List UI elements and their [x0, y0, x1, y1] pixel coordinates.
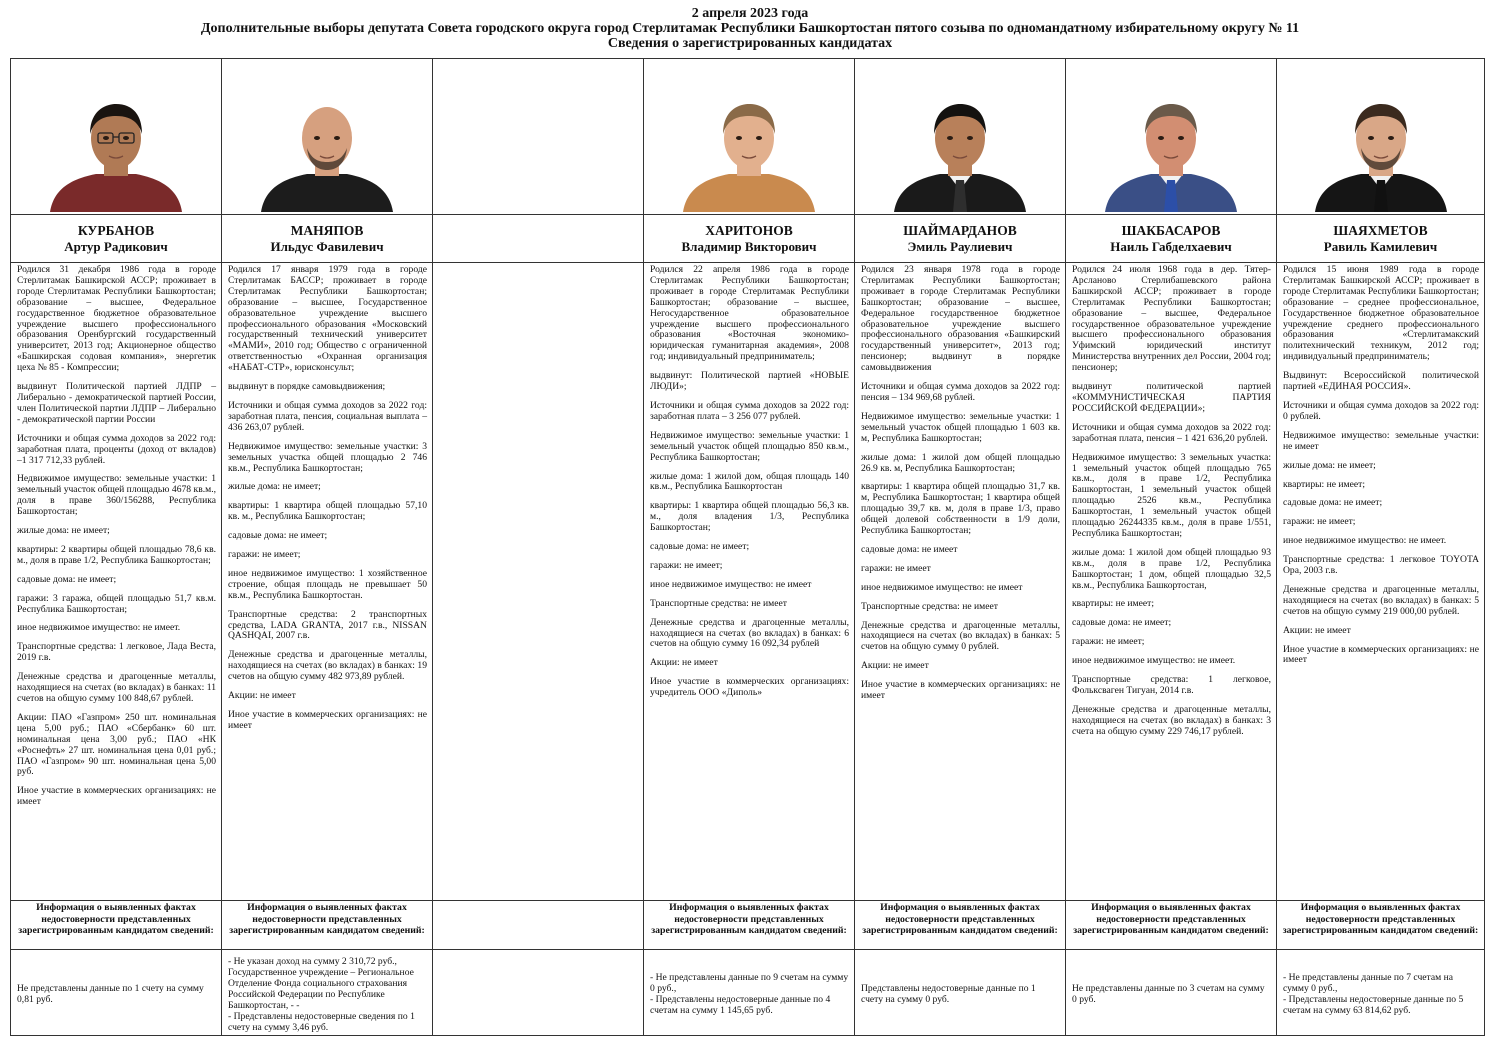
facts-row — [11, 950, 1485, 1036]
bio-paragraph: жилые дома: не имеет; — [228, 481, 321, 493]
bio-paragraph: садовые дома: не имеет; — [1072, 617, 1172, 629]
bio-paragraph: Родился 15 июня 1989 года в городе Стерлитамак Башкирской АССР; проживает в городе Стерлитамак Республики Башкортостан; образование – среднее профессиональное, Государственное бюджетное образовательное учреждение среднего профессионального образования «Стерлитамакский политехнический техникум, 2012 год; индивидуальный предприниматель; — [1283, 264, 1479, 363]
bio-paragraph: гаражи: 3 гаража, общей площадью 51,7 кв.м. Республика Башкортостан; — [17, 592, 216, 615]
candidate-photo-cell — [1066, 59, 1277, 215]
fact-line: Не представлены данные по 3 счетам на сумму 0 руб. — [1072, 983, 1265, 1005]
bio-paragraph: гаражи: не имеет; — [1072, 636, 1145, 648]
candidate-first-names: Артур Радикович — [64, 238, 168, 254]
bio-paragraph: жилые дома: не имеет; — [17, 525, 110, 537]
candidate-first-names: Владимир Викторович — [681, 238, 817, 254]
candidate-bio — [222, 263, 433, 901]
bio-paragraph: Недвижимое имущество: земельные участки: 1 земельный участок общей площадью 4678 кв.м., доля в праве 360/156288, Республика Башкортостан; — [17, 473, 216, 518]
bio-paragraph: иное недвижимое имущество: не имеет — [650, 578, 812, 590]
photo-row — [11, 59, 1485, 215]
facts-value — [222, 950, 433, 1036]
facts-header: Информация о выявленных фактах недостоверности представленных зарегистрированным кандидатом сведений: — [11, 901, 222, 950]
bio-paragraph: садовые дома: не имеет — [861, 543, 958, 555]
bio-paragraph: Источники и общая сумма доходов за 2022 год: заработная плата – 3 256 077 рублей. — [650, 399, 849, 422]
bio-paragraph: Транспортные средства: 1 легковое, Лада Веста, 2019 г.в. — [17, 641, 216, 664]
candidate-name-cell — [11, 215, 222, 263]
bio-paragraph: иное недвижимое имущество: не имеет. — [1072, 655, 1236, 667]
bio-paragraph: жилые дома: 1 жилой дом, общая площадь 140 кв.м., Республика Башкортостан — [650, 470, 849, 493]
facts-header: Информация о выявленных фактах недостоверности представленных зарегистрированным кандидатом сведений: — [222, 901, 433, 950]
bio-paragraph: Родился 24 июля 1968 года в дер. Тятер-Арсланово Стерлибашевского района Башкирской АССР; проживает в городе Стерлитамак Республики Башкортостан; образование – высшее, Федеральное государственное образовательное учреждение высшего профессионального образования Уфимский юридический институт Министерства внутренних дел России, 2004 год; пенсионер; — [1072, 264, 1271, 374]
fact-line: Не представлены данные по 1 счету на сумму 0,81 руб. — [17, 983, 204, 1005]
candidate-photo-cell — [11, 59, 222, 215]
document-title: Дополнительные выборы депутата Совета городского округа город Стерлитамак Республики Башкортостан пятого созыва по одномандатному избирательному округу № 11 — [200, 21, 1300, 36]
fact-line: - Не представлены данные по 7 счетам на сумму 0 руб., — [1283, 972, 1453, 994]
bio-paragraph: Денежные средства и драгоценные металлы, находящиеся на счетах (во вкладах) в банках: 11 счетов на общую сумму 100 848,67 рублей. — [17, 671, 216, 704]
bio-paragraph: Иное участие в коммерческих организациях: учредитель ООО «Диполь» — [650, 676, 849, 699]
candidate-bio — [644, 263, 855, 901]
fact-line: - Представлены недостоверные данные по 5 счетам на сумму 63 814,62 руб. — [1283, 994, 1464, 1016]
bio-paragraph: иное недвижимое имущество: не имеет. — [1283, 535, 1447, 547]
bio-paragraph: Источники и общая сумма доходов за 2022 год: пенсия – 134 969,68 рублей. — [861, 381, 1060, 403]
bio-paragraph: Недвижимое имущество: земельные участки: 1 земельный участок общей площадью 850 кв.м., Республика Башкортостан; — [650, 429, 849, 463]
bio-paragraph: Иное участие в коммерческих организациях: не имеет — [228, 709, 427, 731]
bio-paragraph: гаражи: не имеет; — [228, 549, 301, 561]
candidate-name-cell — [433, 215, 644, 263]
facts-header: Информация о выявленных фактах недостоверности представленных зарегистрированным кандидатом сведений: — [1277, 901, 1485, 950]
bio-paragraph: Транспортные средства: 2 транспортных средства, LADA GRANTA, 2017 г.в., NISSAN QASHQAI, 2007 г.в. — [228, 608, 427, 642]
candidate-bio — [11, 263, 222, 901]
candidate-photo — [257, 94, 397, 212]
facts-value — [433, 950, 644, 1036]
candidate-photo — [1101, 94, 1241, 212]
bio-paragraph: квартиры: не имеет; — [1283, 478, 1365, 490]
bio-paragraph: гаражи: не имеет — [861, 562, 931, 574]
candidate-bio — [433, 263, 644, 901]
facts-header — [433, 901, 644, 950]
candidate-first-names: Эмиль Раулиевич — [907, 238, 1013, 254]
bio-paragraph: Недвижимое имущество: земельные участки: не имеет — [1283, 429, 1479, 452]
bio-paragraph: садовые дома: не имеет; — [1283, 497, 1383, 509]
bio-paragraph: выдвинут: Политической партией «НОВЫЕ ЛЮДИ»; — [650, 370, 849, 393]
facts-header: Информация о выявленных фактах недостоверности представленных зарегистрированным кандидатом сведений: — [644, 901, 855, 950]
bio-paragraph: Иное участие в коммерческих организациях: не имеет — [17, 785, 216, 808]
bio-paragraph: садовые дома: не имеет; — [228, 530, 328, 542]
bio-paragraph: садовые дома: не имеет; — [650, 541, 750, 553]
bio-paragraph: жилые дома: не имеет; — [1283, 459, 1376, 471]
bio-paragraph: Акции: не имеет — [1283, 624, 1351, 636]
candidate-name-cell — [644, 215, 855, 263]
bio-paragraph: квартиры: 1 квартира общей площадью 57,10 кв. м., Республика Башкортостан; — [228, 500, 427, 523]
bio-paragraph: Недвижимое имущество: 3 земельных участка: 1 земельный участок общей площадью 765 кв.м., доля в праве 1/2, Республика Башкортостан, 1 земельный участок общей площадью 2526 кв.м., Республика Башкортостан, 1 земельный участок общей площадью 26244335 кв.м., доля в праве 1/551, Республика Башкортостан; — [1072, 451, 1271, 539]
bio-paragraph: Акции: не имеет — [650, 657, 718, 669]
candidate-photo — [1311, 94, 1451, 212]
bio-paragraph: жилые дома: 1 жилой дом общей площадью 93 кв.м., доля в праве 1/2, Республика Башкортостан; 1 дом, общей площадью 32,5 кв.м., Республика Башкортостан, — [1072, 546, 1271, 591]
candidate-last-name: МАНЯПОВ — [290, 222, 364, 238]
fact-line: - Представлены недостоверные сведения по 1 счету на сумму 3,46 руб. — [228, 1010, 415, 1033]
bio-paragraph: Транспортные средства: не имеет — [650, 597, 787, 609]
portrait-image — [46, 94, 186, 212]
facts-header: Информация о выявленных фактах недостоверности представленных зарегистрированным кандидатом сведений: — [855, 901, 1066, 950]
bio-paragraph: Денежные средства и драгоценные металлы, находящиеся на счетах (во вкладах) в банках: 5 счетов на общую сумму 0 рублей. — [861, 619, 1060, 653]
bio-paragraph: Транспортные средства: 1 легковое, Фольксваген Тигуан, 2014 г.в. — [1072, 674, 1271, 696]
portrait-image — [1101, 94, 1241, 212]
candidate-bio — [855, 263, 1066, 901]
bio-paragraph: Транспортные средства: 1 легковое TOYOTA Opa, 2003 г.в. — [1283, 554, 1479, 577]
bio-paragraph: квартиры: 2 квартиры общей площадью 78,6 кв. м., доля в праве 1/2, Республика Башкортостан; — [17, 543, 216, 566]
bio-paragraph: Акции: не имеет — [861, 660, 929, 672]
bio-paragraph: Источники и общая сумма доходов за 2022 год: заработная плата, проценты (доход от вкладов) –1 317 712,33 рублей. — [17, 432, 216, 466]
bio-paragraph: Недвижимое имущество: земельные участки: 3 земельных участка общей площадью 2 746 кв.м., Республика Башкортостан; — [228, 440, 427, 474]
candidate-bio — [1066, 263, 1277, 901]
fact-line: - Не представлены данные по 9 счетам на сумму 0 руб., — [650, 972, 849, 994]
portrait-image — [679, 94, 819, 212]
bio-paragraph: Выдвинут: Всероссийской политической партией «ЕДИНАЯ РОССИЯ». — [1283, 370, 1479, 393]
bio-paragraph: Родился 22 апреля 1986 года в городе Стерлитамак Республики Башкортостан; проживает в городе Стерлитамак Республики Башкортостан; образование – высшее, Негосударственное образовательное учреждение высшего профессионального образования «Восточная экономико-юридическая гуманитарная академия», 2008 год; индивидуальный предприниматель; — [650, 264, 849, 363]
candidate-last-name: ШАЯХМЕТОВ — [1333, 222, 1428, 238]
candidate-photo — [46, 94, 186, 212]
bio-paragraph: Акции: ПАО «Газпром» 250 шт. номинальная цена 5,00 руб.; ПАО «Сбербанк» 60 шт. номинальная цена 3,00 руб.; ПАО «НК «Роснефть» 27 шт. номинальная цена 0,01 руб.; ПАО «Газпром» 90 шт. номинальная цена 5,00 руб. — [17, 711, 216, 778]
facts-value — [1277, 950, 1485, 1036]
candidate-photo-cell — [644, 59, 855, 215]
candidate-first-names: Равиль Камилевич — [1323, 238, 1438, 254]
bio-paragraph: выдвинут политической партией «КОММУНИСТИЧЕСКАЯ ПАРТИЯ РОССИЙСКОЙ ФЕДЕРАЦИИ»; — [1072, 381, 1271, 414]
portrait-image — [1311, 94, 1451, 212]
bio-paragraph: Акции: не имеет — [228, 690, 296, 702]
fact-line: - Не указан доход на сумму 2 310,72 руб., Государственное учреждение – Региональное Отделение Фонда социального страхования Российской Федерации по Республике Башкортостан, - - — [228, 955, 414, 1011]
candidate-last-name: ШАКБАСАРОВ — [1121, 222, 1221, 238]
fact-line: Представлены недостоверные данные по 1 счету на сумму 0 руб. — [861, 983, 1036, 1005]
bio-paragraph: Денежные средства и драгоценные металлы, находящиеся на счетах (во вкладах) в банках: 3 счета на общую сумму 229 746,17 рублей. — [1072, 703, 1271, 737]
facts-value — [855, 950, 1066, 1036]
bio-paragraph: гаражи: не имеет; — [1283, 516, 1356, 528]
facts-value — [1066, 950, 1277, 1036]
candidate-first-names: Ильдус Фавилевич — [270, 238, 384, 254]
bio-paragraph: квартиры: 1 квартира общей площадью 56,3 кв. м., доля владения 1/3, Республика Башкортостан; — [650, 500, 849, 534]
candidate-photo — [679, 94, 819, 212]
bio-paragraph: Родился 23 января 1978 года в городе Стерлитамак Республики Башкортостан; проживает в городе Стерлитамак Республики Башкортостан; образование – высшее, Федеральное государственное бюджетное образовательное учреждение высшего профессионального образования «Башкирский государственный университет», 2013 год; пенсионер; выдвинут в порядке самовыдвижения — [861, 264, 1060, 374]
bio-paragraph: Источники и общая сумма доходов за 2022 год: 0 рублей. — [1283, 399, 1479, 422]
bio-paragraph: иное недвижимое имущество: не имеет — [861, 581, 1023, 593]
candidate-name-cell — [1277, 215, 1485, 263]
bio-paragraph: Источники и общая сумма доходов за 2022 год: заработная плата, пенсия – 1 421 636,20 рублей. — [1072, 421, 1271, 444]
election-date: 2 апреля 2023 года — [691, 6, 809, 21]
candidate-last-name: ШАЙМАРДАНОВ — [903, 222, 1017, 238]
candidate-name-cell — [1066, 215, 1277, 263]
fact-line: - Представлены недостоверные данные по 4 счетам на сумму 1 145,65 руб. — [650, 994, 831, 1016]
candidate-first-names: Наиль Габделхаевич — [1110, 238, 1232, 254]
bio-paragraph: Родился 17 января 1979 года в городе Стерлитамак БАССР; проживает в городе Стерлитамак Республики Башкортостан; образование – высшее, Государственное образовательное учреждение высшего профессионального образования «Московский государственный технический университет «МАМИ», 2010 год; Общество с ограниченной ответственностью «Охранная организация «НАБАТ-СТР», юрисконсульт; — [228, 264, 427, 374]
bio-paragraph: квартиры: 1 квартира общей площадью 31,7 кв. м, Республика Башкортостан; 1 квартира общей площадью 39,7 кв. м, доля в праве 1/3, право общей долевой собственности в 1/9 доли, Республика Башкортостан; — [861, 481, 1060, 537]
candidate-photo-cell — [222, 59, 433, 215]
bio-paragraph: выдвинут Политической партией ЛДПР – Либерально - демократической партией России, член Политической партии ЛДПР – Либерально - демократической партии России — [17, 381, 216, 425]
candidate-photo-cell — [855, 59, 1066, 215]
candidate-bio — [1277, 263, 1485, 901]
bio-paragraph: Иное участие в коммерческих организациях: не имеет — [1283, 643, 1479, 666]
facts-header: Информация о выявленных фактах недостоверности представленных зарегистрированным кандидатом сведений: — [1066, 901, 1277, 950]
candidate-photo — [890, 94, 1030, 212]
document-subtitle: Сведения о зарегистрированных кандидатах — [607, 36, 893, 51]
facts-value — [11, 950, 222, 1036]
candidate-last-name: КУРБАНОВ — [77, 222, 155, 238]
bio-paragraph: Денежные средства и драгоценные металлы, находящиеся на счетах (во вкладах) в банках: 19 счетов на общую сумму 482 973,89 рублей. — [228, 649, 427, 683]
facts-header-row — [11, 901, 1485, 950]
bio-row — [11, 263, 1485, 901]
candidate-last-name: ХАРИТОНОВ — [705, 222, 793, 238]
bio-paragraph: гаражи: не имеет; — [650, 559, 723, 571]
bio-paragraph: Транспортные средства: не имеет — [861, 600, 998, 612]
bio-paragraph: жилые дома: 1 жилой дом общей площадью 26.9 кв. м, Республика Башкортостан; — [861, 451, 1060, 474]
candidate-photo-cell — [1277, 59, 1485, 215]
bio-paragraph: выдвинут в порядке самовыдвижения; — [228, 381, 386, 393]
portrait-image — [257, 94, 397, 212]
name-row — [11, 215, 1485, 263]
candidate-name-cell — [222, 215, 433, 263]
bio-paragraph: Денежные средства и драгоценные металлы, находящиеся на счетах (во вкладах) в банках: 6 счетов на общую сумму 16 092,34 рублей — [650, 616, 849, 650]
candidate-name-cell — [855, 215, 1066, 263]
candidate-photo-cell — [433, 59, 644, 215]
bio-paragraph: Иное участие в коммерческих организациях: не имеет — [861, 679, 1060, 702]
bio-paragraph: садовые дома: не имеет; — [17, 573, 117, 585]
facts-value — [644, 950, 855, 1036]
portrait-image — [890, 94, 1030, 212]
candidates-table — [10, 58, 1485, 1036]
bio-paragraph: Недвижимое имущество: земельные участки: 1 земельный участок общей площадью 1 603 кв. м, Республика Башкортостан; — [861, 410, 1060, 444]
bio-paragraph: Источники и общая сумма доходов за 2022 год: заработная плата, пенсия, социальная выплата – 436 263,07 рублей. — [228, 399, 427, 433]
bio-paragraph: иное недвижимое имущество: не имеет. — [17, 622, 181, 634]
bio-paragraph: Денежные средства и драгоценные металлы, находящиеся на счетах (во вкладах) в банках: 5 счетов на общую сумму 219 000,00 рублей. — [1283, 583, 1479, 617]
bio-paragraph: иное недвижимое имущество: 1 хозяйственное строение, общая площадь не превышает 50 кв.м., Республика Башкортостан. — [228, 567, 427, 601]
bio-paragraph: квартиры: не имеет; — [1072, 598, 1154, 610]
document-header — [0, 6, 1500, 51]
bio-paragraph: Родился 31 декабря 1986 года в городе Стерлитамак Башкирской АССР; проживает в городе Стерлитамак Республики Башкортостан; образование – высшее, Федеральное государственное бюджетное образовательное учреждение высшего профессионального образования Оренбургский государственный университет, 2013 год; Акционерное общество «Башкирская содовая компания», энергетик цеха № 85 - Компрессии; — [17, 264, 216, 374]
